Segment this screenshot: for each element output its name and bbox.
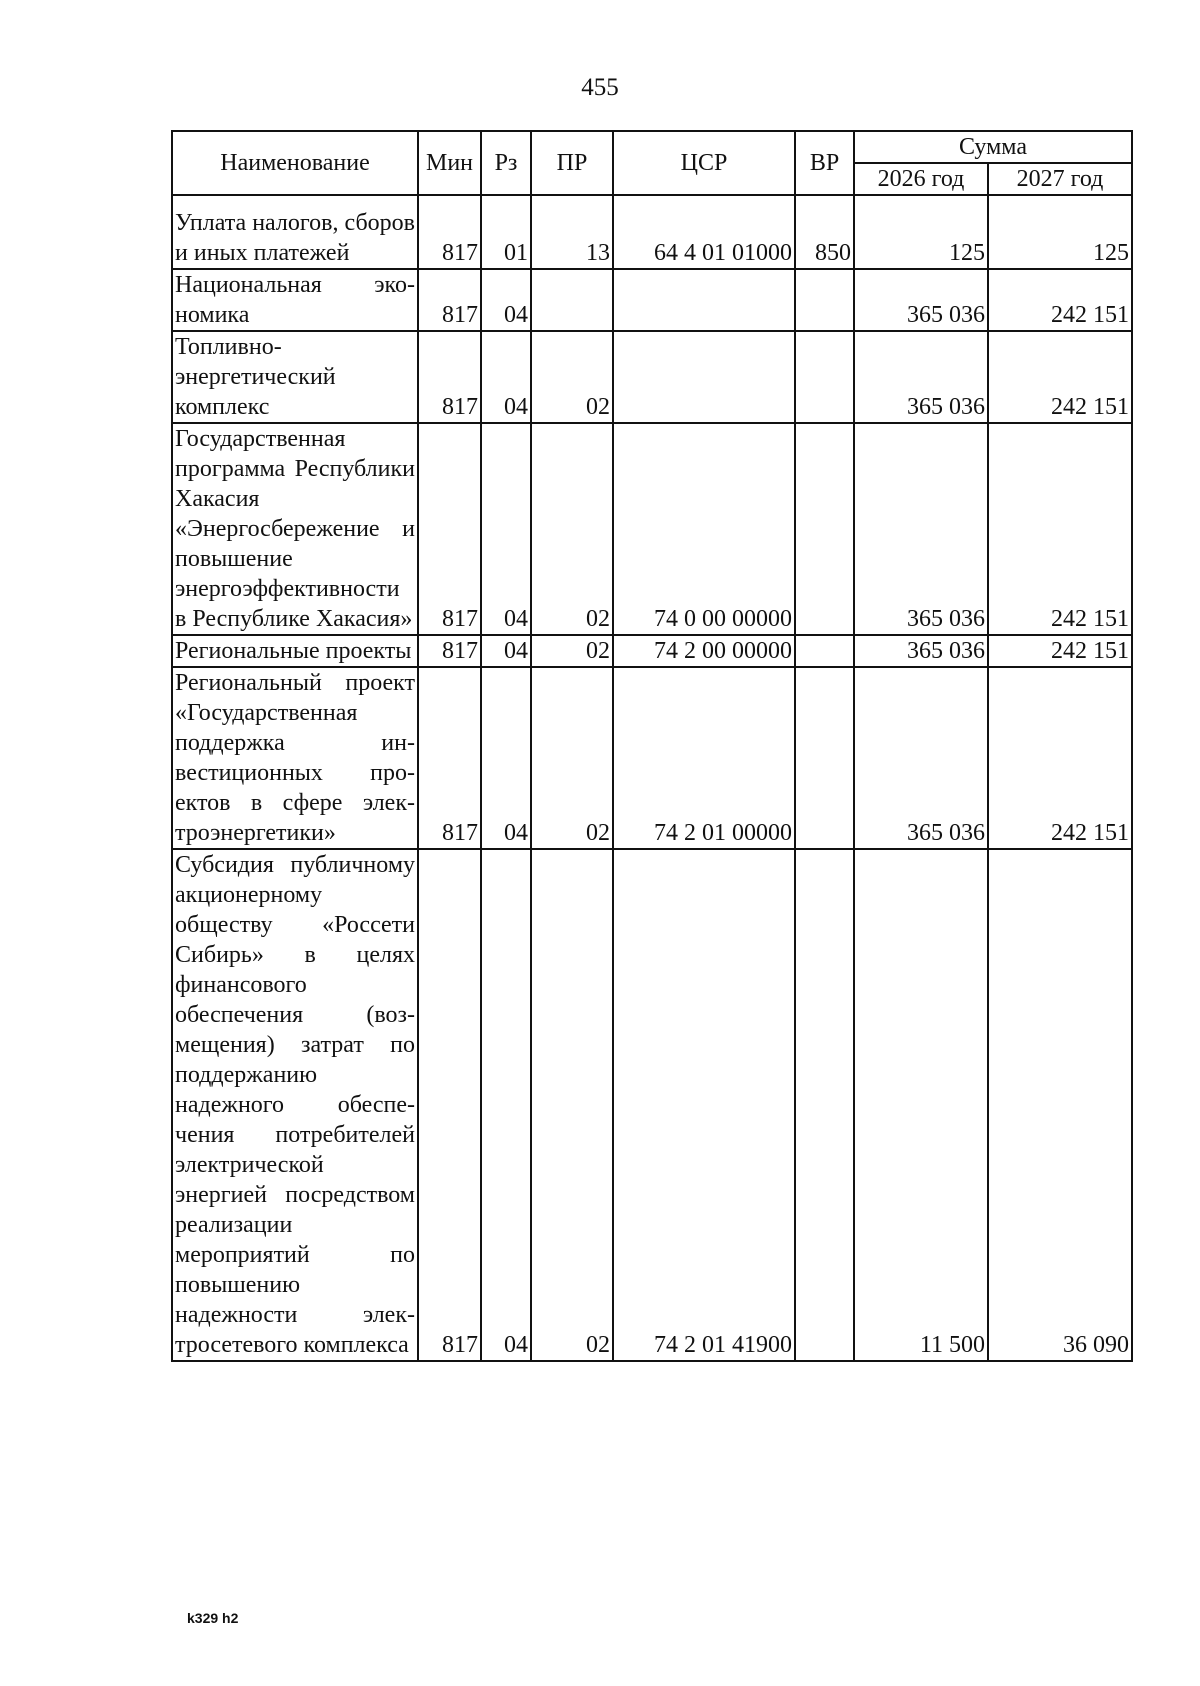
row-min: 817	[418, 667, 481, 849]
header-csr: ЦСР	[613, 131, 795, 195]
row-name: Национальная экономика	[172, 269, 418, 331]
row-vr	[795, 423, 854, 635]
row-name: Субсидия публичному акционерному обществу «Россети Сибирь» в целях финансового обеспечения (возмещения) затрат по поддержанию надежного обеспечения потребителей электрической энергией посредством реализации мероприятий по повышению надежности электросетевого комплекса	[172, 849, 418, 1361]
budget-table	[171, 130, 1133, 1362]
row-sum-2026: 365 036	[854, 635, 988, 667]
row-sum-2026: 125	[854, 195, 988, 269]
row-csr: 74 2 00 00000	[613, 635, 795, 667]
header-pr: ПР	[531, 131, 613, 195]
row-pr	[531, 269, 613, 331]
row-min: 817	[418, 849, 481, 1361]
table-row	[172, 849, 1132, 1361]
row-pr: 02	[531, 667, 613, 849]
row-rz: 04	[481, 269, 531, 331]
row-pr: 02	[531, 635, 613, 667]
row-pr: 02	[531, 849, 613, 1361]
row-sum-2027: 242 151	[988, 667, 1132, 849]
table-row	[172, 635, 1132, 667]
row-sum-2026: 365 036	[854, 331, 988, 423]
header-sum: Сумма	[854, 131, 1132, 163]
row-pr: 02	[531, 423, 613, 635]
row-csr	[613, 331, 795, 423]
page-number: 455	[581, 74, 619, 101]
row-name: Топливно-энергетический комплекс	[172, 331, 418, 423]
row-rz: 04	[481, 849, 531, 1361]
row-min: 817	[418, 423, 481, 635]
row-sum-2027: 242 151	[988, 635, 1132, 667]
row-rz: 01	[481, 195, 531, 269]
header-year-2027: 2027 год	[988, 163, 1132, 195]
row-sum-2026: 11 500	[854, 849, 988, 1361]
row-sum-2027: 125	[988, 195, 1132, 269]
row-csr: 74 2 01 00000	[613, 667, 795, 849]
row-sum-2026: 365 036	[854, 667, 988, 849]
row-vr	[795, 635, 854, 667]
row-pr: 02	[531, 331, 613, 423]
table-row	[172, 667, 1132, 849]
row-min: 817	[418, 269, 481, 331]
header-row	[172, 131, 1132, 163]
row-pr: 13	[531, 195, 613, 269]
table-row	[172, 331, 1132, 423]
row-rz: 04	[481, 331, 531, 423]
table-row	[172, 195, 1132, 269]
row-min: 817	[418, 331, 481, 423]
row-sum-2027: 242 151	[988, 331, 1132, 423]
row-rz: 04	[481, 635, 531, 667]
row-name: Государственная программа Республики Хакасия «Энергосбережение и повышение энергоэффективности в Республике Хакасия»	[172, 423, 418, 635]
row-vr	[795, 331, 854, 423]
row-sum-2026: 365 036	[854, 423, 988, 635]
row-sum-2027: 36 090	[988, 849, 1132, 1361]
row-vr	[795, 849, 854, 1361]
row-sum-2027: 242 151	[988, 269, 1132, 331]
row-vr	[795, 667, 854, 849]
row-csr: 74 0 00 00000	[613, 423, 795, 635]
row-min: 817	[418, 195, 481, 269]
table-row	[172, 423, 1132, 635]
row-sum-2027: 242 151	[988, 423, 1132, 635]
row-vr: 850	[795, 195, 854, 269]
row-csr: 74 2 01 41900	[613, 849, 795, 1361]
row-vr	[795, 269, 854, 331]
row-min: 817	[418, 635, 481, 667]
row-rz: 04	[481, 667, 531, 849]
footer-document-code: k329 h2	[187, 1610, 239, 1626]
header-vr: ВР	[795, 131, 854, 195]
header-name: Наименование	[172, 131, 418, 195]
row-name: Региональный проект «Государственная поддержка инвестиционных проектов в сфере электроэнергетики»	[172, 667, 418, 849]
header-min: Мин	[418, 131, 481, 195]
header-rz: Рз	[481, 131, 531, 195]
header-year-2026: 2026 год	[854, 163, 988, 195]
row-name: Региональные проекты	[172, 635, 418, 667]
row-name: Уплата налогов, сборов и иных платежей	[172, 195, 418, 269]
row-rz: 04	[481, 423, 531, 635]
table-row	[172, 269, 1132, 331]
row-sum-2026: 365 036	[854, 269, 988, 331]
row-csr	[613, 269, 795, 331]
row-csr: 64 4 01 01000	[613, 195, 795, 269]
